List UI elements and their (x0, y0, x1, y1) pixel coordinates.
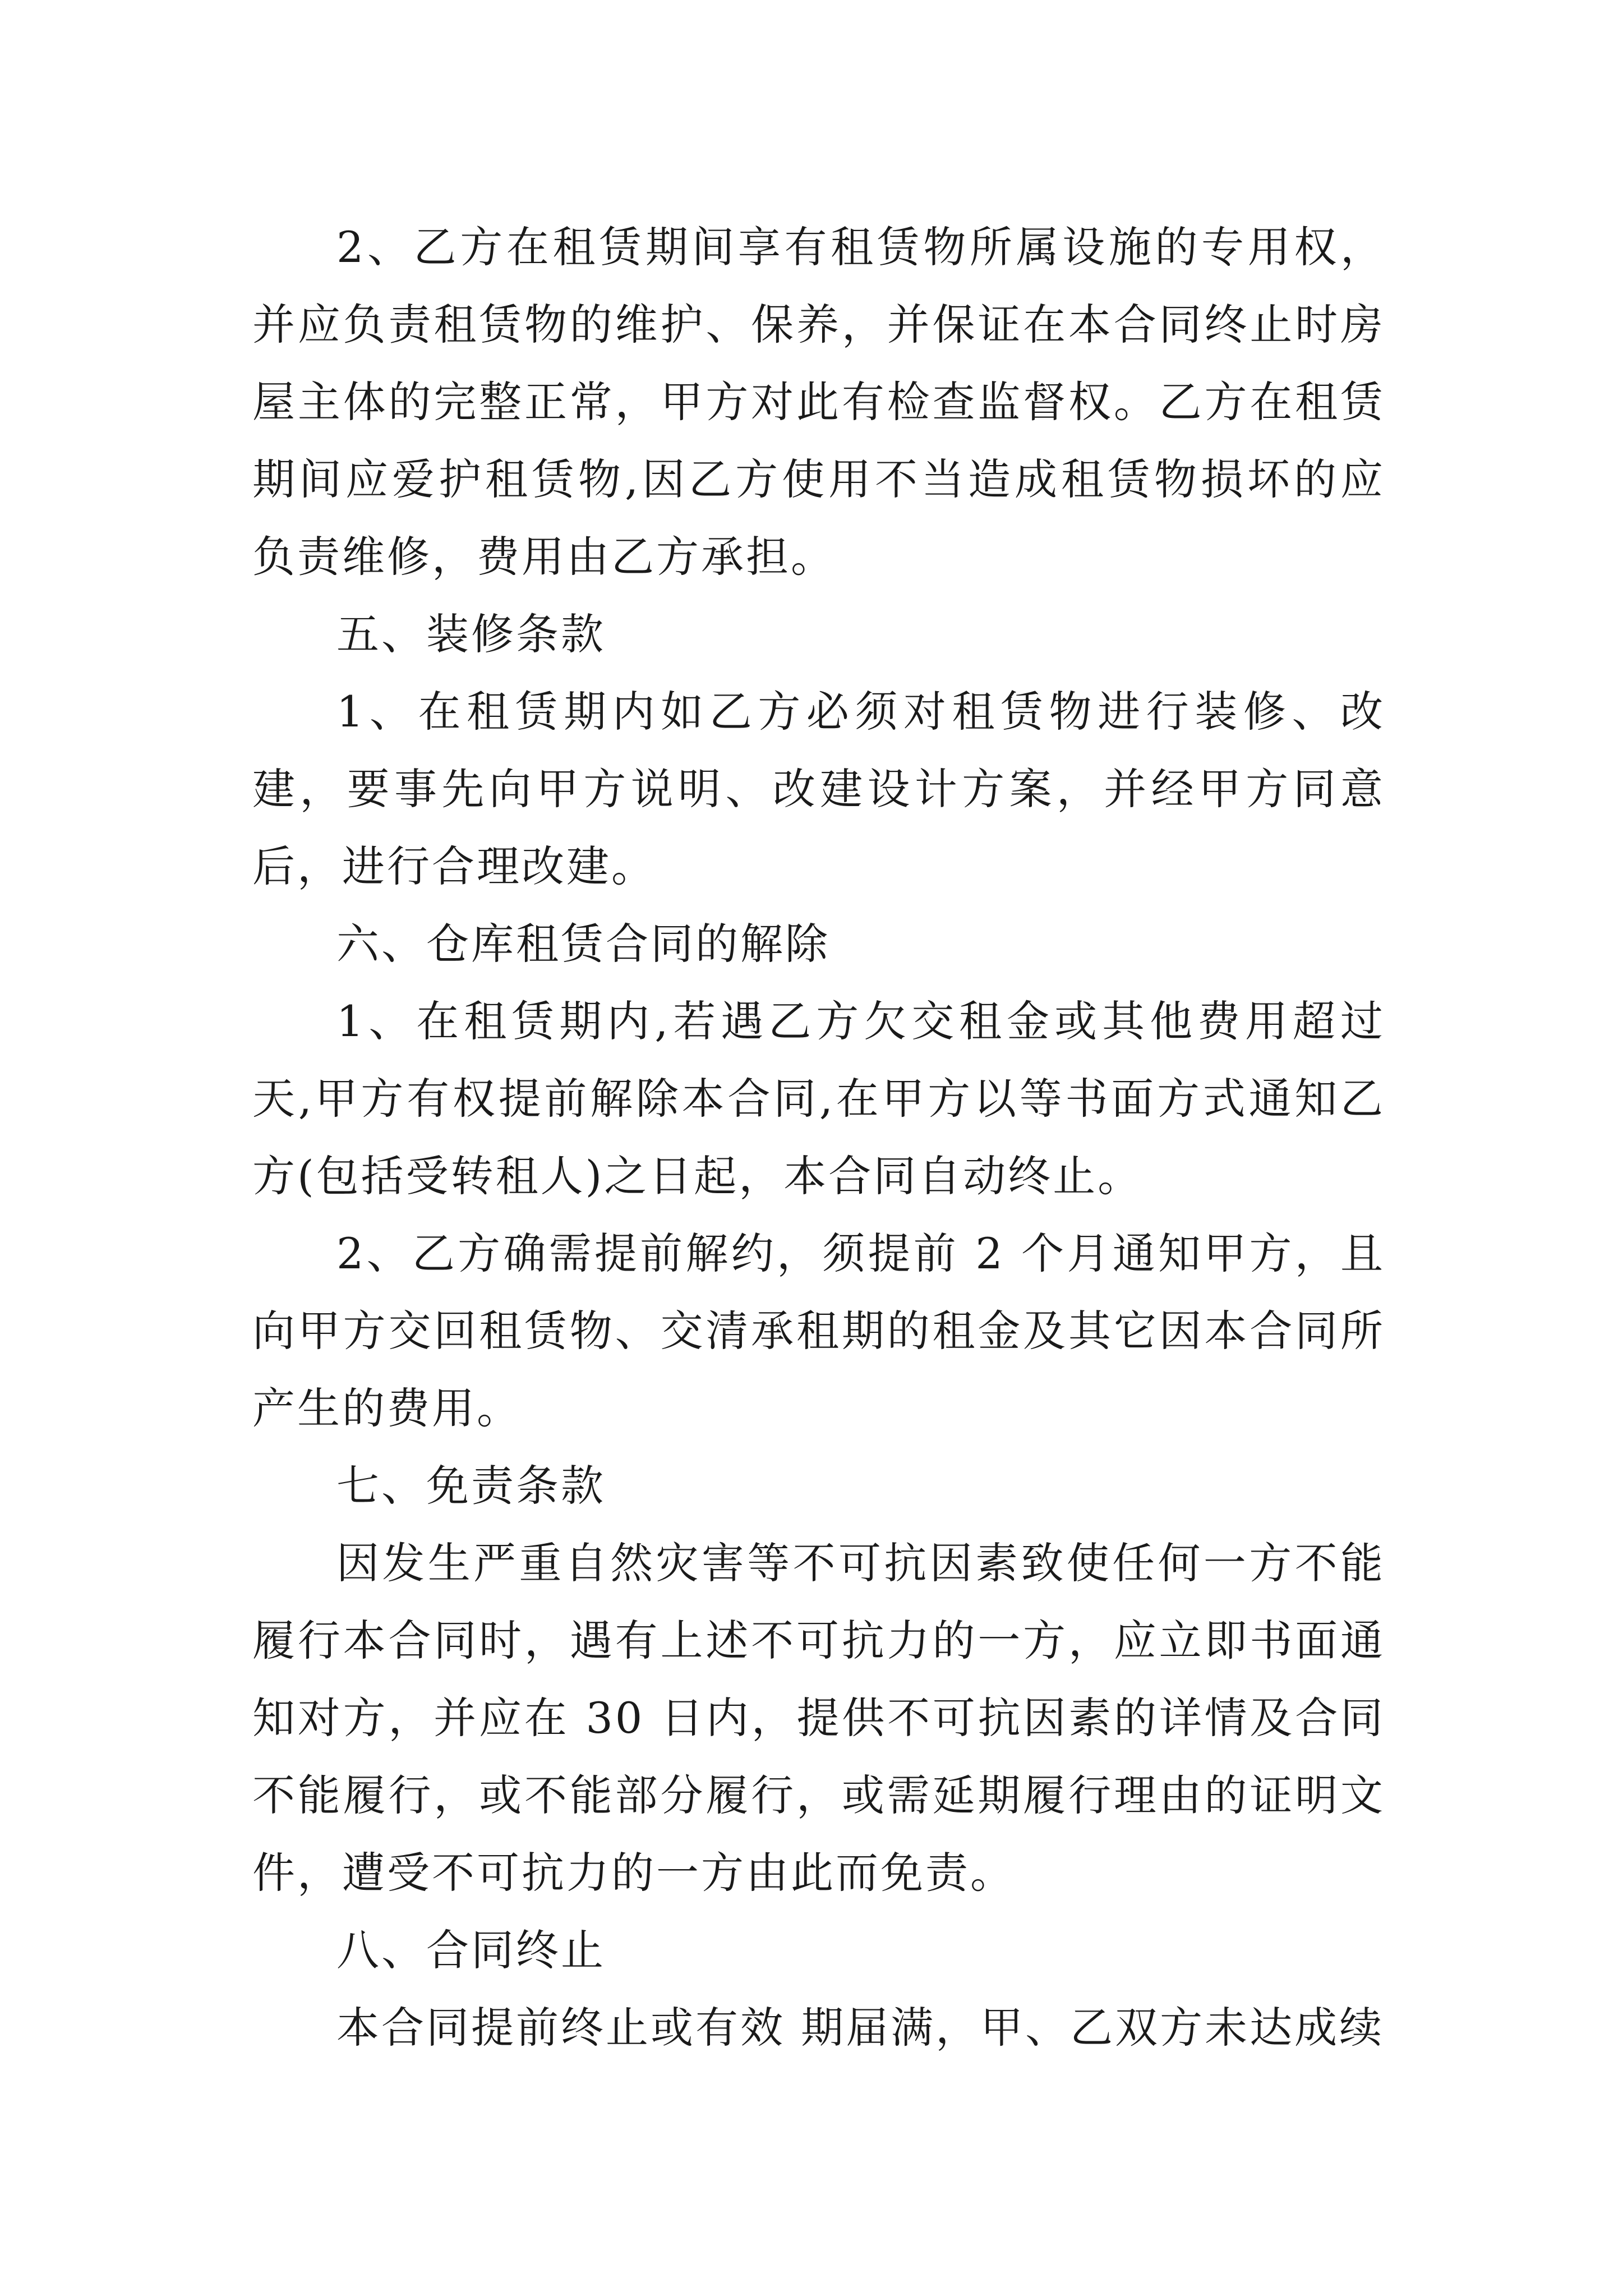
section-heading: 七、免责条款 (336, 1461, 606, 1511)
clause-paragraph: 2、乙方在租赁期间享有租赁物所属设施的专用权，并应负责租赁物的维护、保养，并保证在本合同终止时房屋主体的完整正常，甲方对此有检查监督权。乙方在租赁期间应爱护租赁物,因乙方使用不当造成租赁物损坏的应负责维修，费用由乙方承担。 (252, 222, 1385, 582)
clause-paragraph: 因发生严重自然灾害等不可抗因素致使任何一方不能履行本合同时，遇有上述不可抗力的一方，应立即书面通知对方，并应在 30 日内，提供不可抗因素的详情及合同不能履行，或不能部分履行，或需延期履行理由的证明文件，遭受不可抗力的一方由此而免责。 (252, 1538, 1385, 1898)
document-body (252, 209, 1385, 2067)
section-heading: 五、装修条款 (336, 609, 606, 659)
clause-paragraph: 本合同提前终止或有效 期届满，甲、乙双方未达成续 (336, 2003, 1385, 2053)
section-heading: 八、合同终止 (336, 1925, 606, 1975)
clause-paragraph: 2、乙方确需提前解约，须提前 2 个月通知甲方，且向甲方交回租赁物、交清承租期的租金及其它因本合同所产生的费用。 (252, 1228, 1385, 1433)
clause-paragraph: 1、在租赁期内如乙方必须对租赁物进行装修、改建，要事先向甲方说明、改建设计方案，并经甲方同意后，进行合理改建。 (252, 687, 1385, 891)
section-heading: 六、仓库租赁合同的解除 (336, 919, 830, 969)
clause-paragraph: 1、在租赁期内,若遇乙方欠交租金或其他费用超过 天,甲方有权提前解除本合同,在甲方以等书面方式通知乙方(包括受转租人)之日起，本合同自动终止。 (252, 996, 1385, 1201)
